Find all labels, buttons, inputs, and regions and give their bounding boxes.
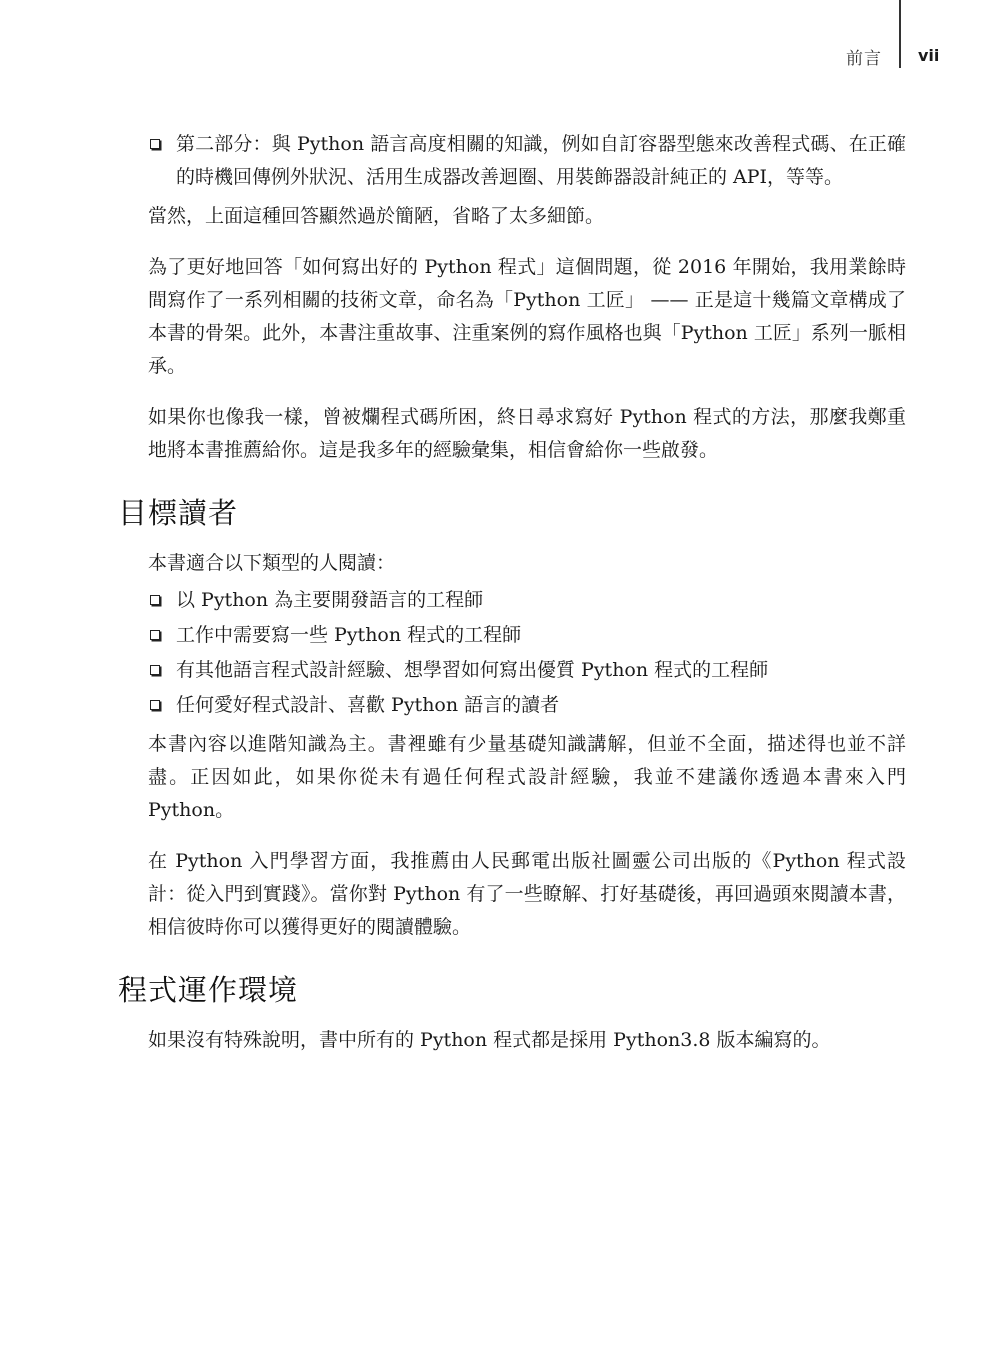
checkbox-bullet-icon — [150, 700, 160, 710]
list-item-text: 有其他語言程式設計經驗、想學習如何寫出優質 Python 程式的工程師 — [176, 659, 769, 681]
paragraph: 如果你也像我一樣，曾被爛程式碼所困，終日尋求寫好 Python 程式的方法，那麼我鄭重地將本書推薦給你。這是我多年的經驗彙集，相信會給你一些啟發。 — [148, 406, 906, 461]
checkbox-bullet-icon — [150, 630, 160, 640]
list-item-text: 第二部分：與 Python 語言高度相關的知識，例如自訂容器型態來改善程式碼、在正確的時機回傳例外狀況、活用生成器改善迴圈、用裝飾器設計純正的 API，等等。 — [176, 133, 906, 188]
section-heading-environment: 程式運作環境 — [118, 973, 299, 1007]
paragraph: 本書內容以進階知識為主。書裡雖有少量基礎知識講解，但並不全面，描述得也並不詳盡。正因如此，如果你從未有過任何程式設計經驗，我並不建議你透過本書來入門 Python。 — [148, 733, 906, 821]
list-item-text: 任何愛好程式設計、喜歡 Python 語言的讀者 — [176, 694, 560, 716]
header-divider — [899, 0, 901, 68]
checkbox-bullet-icon — [150, 139, 160, 149]
checkbox-bullet-icon — [150, 665, 160, 675]
intro-bullet-list — [148, 128, 906, 194]
chapter-title: 前言 — [846, 49, 882, 69]
list-item — [148, 619, 906, 652]
page-body — [118, 128, 906, 1075]
checkbox-bullet-icon — [150, 595, 160, 605]
paragraph: 如果沒有特殊說明，書中所有的 Python 程式都是採用 Python3.8 版本編寫的。 — [148, 1029, 831, 1051]
audience-bullet-list — [148, 584, 906, 722]
list-item — [148, 654, 906, 687]
paragraph: 為了更好地回答「如何寫出好的 Python 程式」這個問題，從 2016 年開始，我用業餘時間寫作了一系列相關的技術文章，命名為「Python 工匠」 —— 正是這十幾篇文章構成了本書的骨架。此外，本書注重故事、注重案例的寫作風格也與「Python 工匠」系列一脈相承。 — [148, 256, 906, 377]
list-item — [148, 689, 906, 722]
list-item-text: 工作中需要寫一些 Python 程式的工程師 — [176, 624, 522, 646]
paragraph: 當然，上面這種回答顯然過於簡陋，省略了太多細節。 — [148, 205, 605, 227]
list-item — [148, 584, 906, 617]
page-number: vii — [918, 46, 940, 65]
section-heading-audience: 目標讀者 — [118, 496, 239, 530]
list-item-text: 以 Python 為主要開發語言的工程師 — [176, 589, 484, 611]
paragraph: 在 Python 入門學習方面，我推薦由人民郵電出版社圖靈公司出版的《Python 程式設計：從入門到實踐》。當你對 Python 有了一些瞭解、打好基礎後，再回過頭來閱讀本書，相信彼時你可以獲得更好的閱讀體驗。 — [148, 850, 906, 938]
paragraph: 本書適合以下類型的人閱讀： — [148, 552, 396, 574]
list-item — [148, 128, 906, 194]
